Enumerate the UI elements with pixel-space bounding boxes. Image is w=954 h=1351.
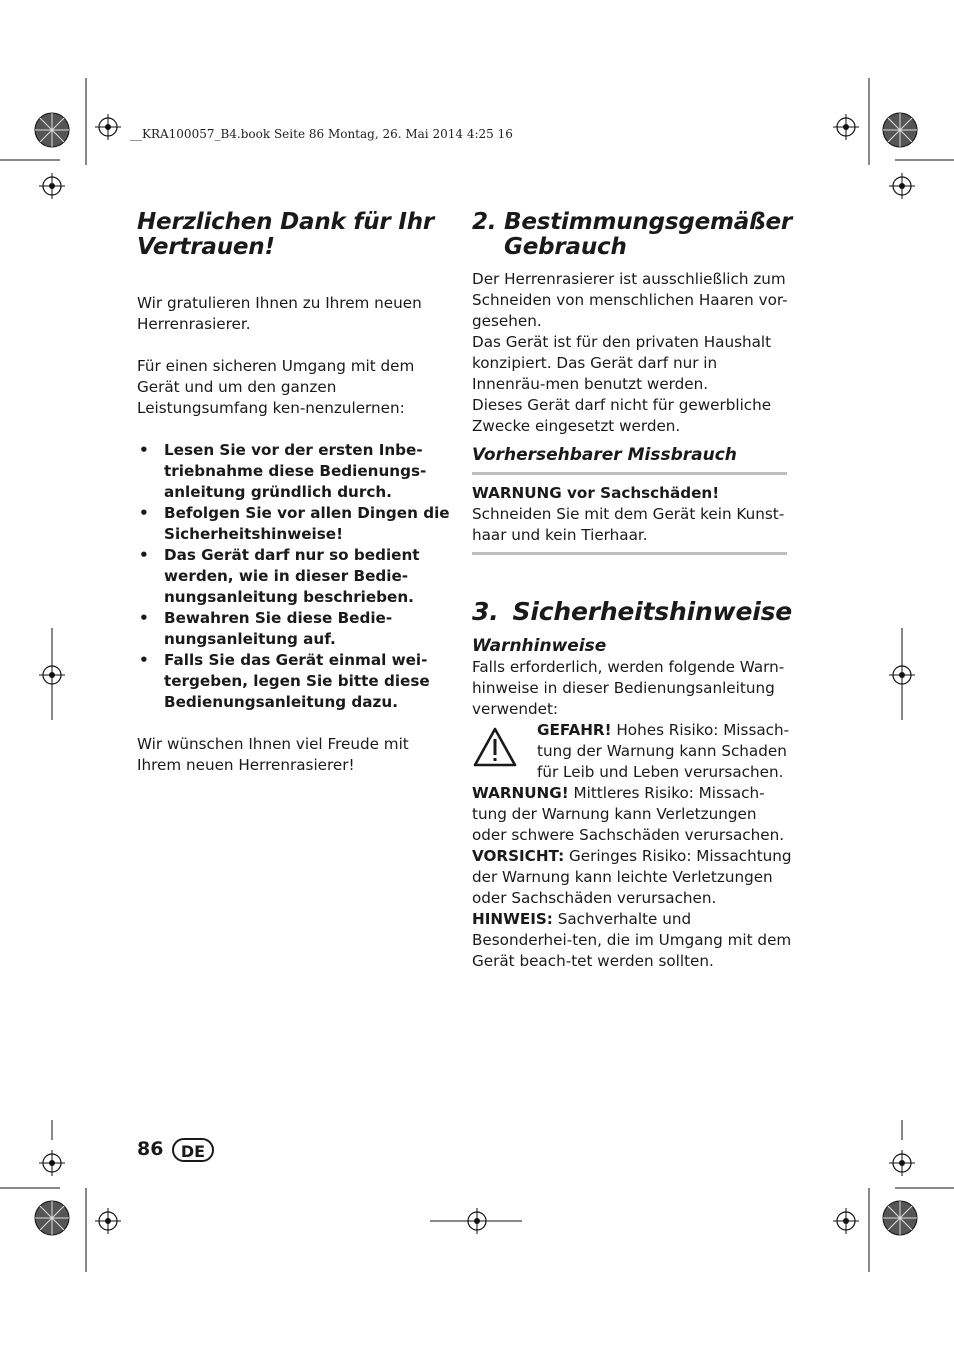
intended-use-paragraph: Der Herrenrasierer ist ausschließlich zum Schneiden von menschlichen Haaren vor-gesehen. <box>472 270 788 330</box>
note-level-text <box>472 909 792 972</box>
note-description: Sachverhalte und Besonderhei-ten, die im Umgang mit dem Gerät beach-tet werden sollten. <box>472 910 792 970</box>
thanks-title: Herzlichen Dank für Ihr Vertrauen! <box>137 209 435 260</box>
warning-description: Mittleres Risiko: Missach-tung der Warnung kann Verletzungen oder schwere Sachschäden verursachen. <box>472 784 785 844</box>
misuse-heading: Vorhersehbarer Missbrauch <box>472 445 737 465</box>
property-warning-box <box>472 483 792 546</box>
list-item: • Das Gerät darf nur so bedient werden, wie in dieser Bedie-nungsanleitung beschrieben. <box>137 545 455 608</box>
file-info-line: __KRA100057_B4.book Seite 86 Montag, 26. Mai 2014 4:25 16 <box>130 127 513 141</box>
list-item: • Falls Sie das Gerät einmal wei-tergeben, legen Sie bitte diese Bedienungsanleitung dazu. <box>137 650 455 713</box>
warnhinweise-intro: Falls erforderlich, werden folgende Warn-hinweise in dieser Bedienungsanleitung verwendet: <box>472 658 785 718</box>
instruction-list <box>137 440 455 713</box>
commercial-paragraph: Dieses Gerät darf nicht für gewerbliche Zwecke eingesetzt werden. <box>472 396 772 435</box>
section-3-number: 3. <box>472 597 499 626</box>
warning-text: Schneiden Sie mit dem Gerät kein Kunst-haar und kein Tierhaar. <box>472 505 785 544</box>
household-paragraph: Das Gerät ist für den privaten Haushalt konzipiert. Das Gerät darf nur in Innenräu-men benutzt werden. <box>472 333 772 393</box>
page-number: 86 <box>137 1138 164 1160</box>
warning-title: WARNUNG vor Sachschäden! <box>472 484 720 502</box>
caution-label: VORSICHT: <box>472 847 565 865</box>
divider <box>472 552 787 555</box>
section-2-number: 2. <box>472 209 497 235</box>
danger-description: Hohes Risiko: Missach-tung der Warnung kann Schaden für Leib und Leben verursachen. <box>537 721 790 781</box>
section-2-heading <box>472 210 792 260</box>
closing-paragraph: Wir wünschen Ihnen viel Freude mit Ihrem neuen Herrenrasierer! <box>137 735 409 774</box>
list-item: • Lesen Sie vor der ersten Inbe-triebnahme diese Bedienungs-anleitung gründlich durch. <box>137 440 455 503</box>
warning-level-text <box>472 783 792 846</box>
warning-triangle-icon <box>472 720 537 783</box>
section-3-heading <box>472 599 792 624</box>
caution-description: Geringes Risiko: Missachtung der Warnung kann leichte Verletzungen oder Sachschäden verursachen. <box>472 847 792 907</box>
danger-text <box>537 720 792 783</box>
language-badge: DE <box>172 1138 214 1162</box>
warning-label: WARNUNG! <box>472 784 569 802</box>
section-2-title: Bestimmungsgemäßer Gebrauch <box>504 209 792 260</box>
note-label: HINWEIS: <box>472 910 553 928</box>
list-item: • Bewahren Sie diese Bedie-nungsanleitung auf. <box>137 608 455 650</box>
section-3-title: Sicherheitshinweise <box>512 597 792 626</box>
list-item: • Befolgen Sie vor allen Dingen die Sicherheitshinweise! <box>137 503 455 545</box>
intro-paragraph: Wir gratulieren Ihnen zu Ihrem neuen Herrenrasierer. <box>137 294 422 333</box>
danger-label: GEFAHR! <box>537 721 612 739</box>
warnhinweise-heading: Warnhinweise <box>472 636 607 656</box>
divider <box>472 472 787 475</box>
left-column <box>137 210 455 776</box>
danger-notice <box>472 720 792 783</box>
safety-intro-paragraph: Für einen sicheren Umgang mit dem Gerät und um den ganzen Leistungsumfang ken-nenzulernen: <box>137 357 415 417</box>
caution-level-text <box>472 846 792 909</box>
right-column <box>472 210 792 972</box>
